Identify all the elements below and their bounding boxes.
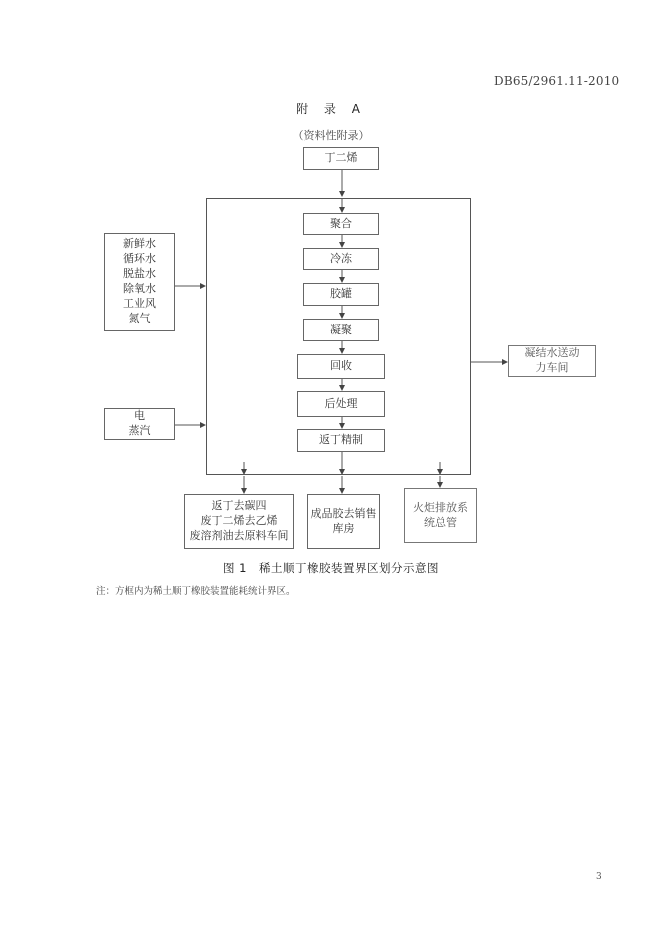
figure-note: 注：方框内为稀土顺丁橡胶装置能耗统计界区。: [96, 586, 296, 597]
condensate-output: 凝结水送动 力车间: [508, 345, 596, 377]
figure-caption: 图 1 稀土顺丁橡胶装置界区划分示意图: [223, 561, 439, 575]
process-step-1: 聚合: [303, 213, 379, 235]
power-steam-input: 电 蒸汽: [104, 408, 175, 440]
recycle-output: 返丁去碳四 废丁二烯去乙烯 废溶剂油去原料车间: [184, 494, 294, 549]
process-step-3: 胶罐: [303, 283, 379, 306]
product-output: 成品胶去销售 库房: [307, 494, 380, 549]
appendix-title: 附 录 A: [296, 102, 366, 116]
process-step-5: 回收: [297, 354, 385, 379]
utilities-input: 新鲜水 循环水 脱盐水 除氧水 工业风 氮气: [104, 233, 175, 331]
flare-output: 火炬排放系 统总管: [404, 488, 477, 543]
process-step-7: 返丁精制: [297, 429, 385, 452]
process-step-2: 冷冻: [303, 248, 379, 270]
document-code: DB65/2961.11-2010: [494, 74, 620, 88]
appendix-subtitle: （资料性附录）: [292, 129, 370, 142]
input-butadiene: 丁二烯: [303, 147, 379, 170]
page-number: 3: [596, 872, 602, 882]
process-step-4: 凝聚: [303, 319, 379, 341]
process-step-6: 后处理: [297, 391, 385, 417]
